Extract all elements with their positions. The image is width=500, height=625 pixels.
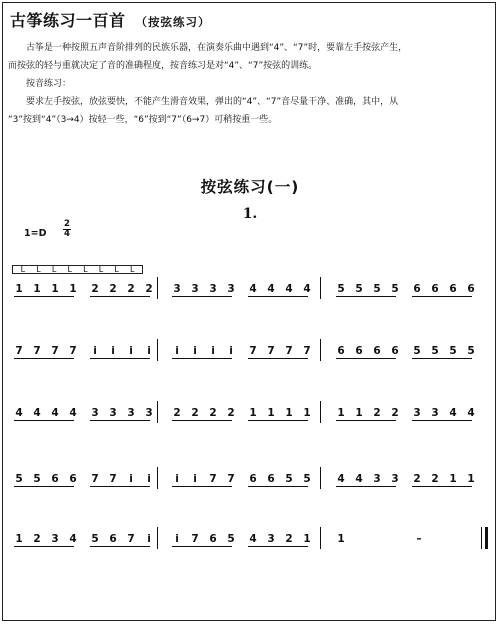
note: i bbox=[111, 345, 115, 357]
note: 1 bbox=[69, 283, 77, 295]
beat-group bbox=[336, 345, 399, 365]
note: 6 bbox=[267, 473, 275, 485]
note: i bbox=[175, 473, 179, 485]
note: 3 bbox=[373, 473, 381, 485]
barline bbox=[320, 277, 321, 299]
exercise-number: 1. bbox=[242, 206, 258, 222]
technique-mark: L bbox=[67, 265, 72, 274]
subtitle-text: （按弦练习） bbox=[135, 15, 211, 29]
note: 5 bbox=[449, 345, 457, 357]
barline bbox=[320, 467, 321, 489]
beam-underline bbox=[248, 420, 308, 421]
barline bbox=[157, 467, 158, 489]
barline bbox=[157, 277, 158, 299]
beat-group bbox=[90, 407, 153, 427]
note: 6 bbox=[431, 283, 439, 295]
beat-group bbox=[412, 345, 475, 365]
note: 6 bbox=[51, 473, 59, 485]
note: 1 bbox=[337, 407, 345, 419]
note: 1 bbox=[303, 407, 311, 419]
note: i bbox=[147, 345, 151, 357]
beam-underline bbox=[90, 486, 150, 487]
beam-underline bbox=[172, 358, 232, 359]
note: 6 bbox=[373, 345, 381, 357]
note: 7 bbox=[227, 473, 235, 485]
beat-group bbox=[14, 283, 77, 303]
note: 2 bbox=[227, 407, 235, 419]
note: 7 bbox=[285, 345, 293, 357]
beat-group bbox=[90, 473, 150, 493]
beat-group bbox=[172, 533, 235, 553]
barline bbox=[157, 527, 158, 549]
note: 3 bbox=[51, 533, 59, 545]
note: 5 bbox=[355, 283, 363, 295]
title-text: 古筝练习一百首 bbox=[10, 11, 126, 30]
barline bbox=[320, 527, 321, 549]
beat-group bbox=[336, 533, 348, 553]
note: 6 bbox=[391, 345, 399, 357]
beam-underline bbox=[172, 546, 232, 547]
note: i bbox=[129, 345, 133, 357]
note: 4 bbox=[467, 407, 475, 419]
barline bbox=[320, 401, 321, 423]
intro-line-2: 而按弦的轻与重就决定了音的准确程度，按音练习是对“4”、“7”按弦的训练。 bbox=[8, 61, 318, 71]
note: 1 bbox=[51, 283, 59, 295]
note: 1 bbox=[467, 473, 475, 485]
note: 6 bbox=[69, 473, 77, 485]
note: i bbox=[193, 345, 197, 357]
note: 2 bbox=[209, 407, 217, 419]
score-row bbox=[0, 283, 500, 313]
note: 7 bbox=[303, 345, 311, 357]
note: 7 bbox=[109, 473, 117, 485]
technique-mark: L bbox=[51, 265, 57, 274]
note: i bbox=[129, 473, 133, 485]
note: 7 bbox=[91, 473, 99, 485]
note: 1 bbox=[303, 533, 311, 545]
note: 4 bbox=[355, 473, 363, 485]
note: 4 bbox=[33, 407, 41, 419]
note: 2 bbox=[391, 407, 399, 419]
note: 7 bbox=[15, 345, 23, 357]
note: 3 bbox=[191, 283, 199, 295]
beam-underline bbox=[412, 420, 472, 421]
note: 3 bbox=[145, 407, 153, 419]
beam-underline bbox=[14, 358, 74, 359]
note: 5 bbox=[285, 473, 293, 485]
beat-group bbox=[172, 473, 235, 493]
beam-underline bbox=[172, 486, 232, 487]
note: 7 bbox=[249, 345, 257, 357]
final-barline-thick bbox=[485, 527, 488, 549]
beam-underline bbox=[336, 358, 396, 359]
intro-line-3: 要求左手按弦，放弦要快，不能产生滑音效果，弹出的“4”、“7”音尽量干净、准确，其中，从 bbox=[26, 97, 399, 107]
note: 6 bbox=[413, 283, 421, 295]
beat-group bbox=[412, 283, 475, 303]
beam-underline bbox=[248, 546, 308, 547]
technique-marks-box bbox=[12, 265, 143, 274]
beat-group bbox=[14, 533, 77, 553]
note: 7 bbox=[51, 345, 59, 357]
note: 5 bbox=[33, 473, 41, 485]
note: 5 bbox=[413, 345, 421, 357]
beat-group bbox=[14, 345, 77, 365]
beam-underline bbox=[90, 420, 150, 421]
beat-group bbox=[172, 345, 232, 365]
key-signature: 1=D bbox=[24, 228, 47, 239]
note: 3 bbox=[173, 283, 181, 295]
note: 4 bbox=[249, 533, 257, 545]
note: 7 bbox=[127, 533, 135, 545]
beat-group bbox=[90, 283, 153, 303]
score-row bbox=[0, 407, 500, 437]
note: 5 bbox=[431, 345, 439, 357]
beam-underline bbox=[172, 420, 232, 421]
technique-mark: L bbox=[129, 265, 135, 274]
beat-group bbox=[336, 283, 399, 303]
note: 2 bbox=[109, 283, 117, 295]
beat-group bbox=[412, 407, 475, 427]
note: 4 bbox=[15, 407, 23, 419]
section-title: 按弦练习(一) bbox=[200, 178, 300, 196]
note: 4 bbox=[69, 533, 77, 545]
beat-group bbox=[248, 407, 311, 427]
note: 4 bbox=[267, 283, 275, 295]
note: 2 bbox=[413, 473, 421, 485]
beat-group bbox=[412, 473, 475, 493]
score-row bbox=[0, 473, 500, 503]
note: i bbox=[211, 345, 215, 357]
barline bbox=[320, 339, 321, 361]
note: 2 bbox=[33, 533, 41, 545]
time-signature bbox=[62, 220, 72, 239]
beat-group bbox=[14, 473, 77, 493]
note: 2 bbox=[191, 407, 199, 419]
note: 3 bbox=[391, 473, 399, 485]
technique-mark: L bbox=[98, 265, 104, 274]
technique-mark: L bbox=[83, 265, 88, 274]
note: 5 bbox=[467, 345, 475, 357]
note: 7 bbox=[191, 533, 199, 545]
note: 3 bbox=[127, 407, 135, 419]
beam-underline bbox=[336, 420, 396, 421]
note: 2 bbox=[145, 283, 153, 295]
beam-underline bbox=[14, 296, 74, 297]
beat-group bbox=[14, 407, 77, 427]
beam-underline bbox=[412, 486, 472, 487]
note: 5 bbox=[227, 533, 235, 545]
note: 4 bbox=[285, 283, 293, 295]
note: 1 bbox=[449, 473, 457, 485]
score-row bbox=[0, 345, 500, 375]
note: 2 bbox=[91, 283, 99, 295]
note: i bbox=[93, 345, 97, 357]
beat-group bbox=[414, 533, 426, 553]
note: i bbox=[175, 533, 179, 545]
note: 2 bbox=[127, 283, 135, 295]
note: 1 bbox=[15, 283, 23, 295]
beam-underline bbox=[336, 296, 396, 297]
note: 1 bbox=[355, 407, 363, 419]
beam-underline bbox=[412, 358, 472, 359]
note: 6 bbox=[355, 345, 363, 357]
beam-underline bbox=[336, 486, 396, 487]
beat-group bbox=[336, 407, 399, 427]
technique-mark: L bbox=[36, 265, 41, 274]
note: – bbox=[416, 533, 422, 545]
note: 1 bbox=[285, 407, 293, 419]
note: 5 bbox=[91, 533, 99, 545]
note: 3 bbox=[227, 283, 235, 295]
note: i bbox=[147, 533, 151, 545]
intro-line-1: 古筝是一种按照五声音阶排列的民族乐器，在演奏乐曲中遇到“4”、“7”时，要靠左手按弦产生， bbox=[26, 43, 408, 53]
note: 4 bbox=[69, 407, 77, 419]
beam-underline bbox=[90, 296, 150, 297]
note: 6 bbox=[109, 533, 117, 545]
technique-mark: L bbox=[20, 265, 26, 274]
intro-heading: 按音练习： bbox=[26, 79, 72, 89]
beam-underline bbox=[14, 546, 74, 547]
note: 1 bbox=[33, 283, 41, 295]
note: 4 bbox=[449, 407, 457, 419]
note: i bbox=[147, 473, 151, 485]
beam-underline bbox=[172, 296, 232, 297]
note: 2 bbox=[373, 407, 381, 419]
barline bbox=[157, 401, 158, 423]
note: 3 bbox=[431, 407, 439, 419]
note: 7 bbox=[33, 345, 41, 357]
note: 6 bbox=[467, 283, 475, 295]
beat-group bbox=[90, 345, 150, 365]
note: i bbox=[229, 345, 233, 357]
note: 3 bbox=[109, 407, 117, 419]
note: 5 bbox=[15, 473, 23, 485]
note: 3 bbox=[209, 283, 217, 295]
note: 1 bbox=[337, 533, 345, 545]
score-row bbox=[0, 533, 500, 563]
note: 1 bbox=[249, 407, 257, 419]
beam-underline bbox=[14, 420, 74, 421]
beat-group bbox=[336, 473, 399, 493]
beam-underline bbox=[90, 358, 150, 359]
final-barline-thin bbox=[481, 527, 482, 549]
note: 4 bbox=[337, 473, 345, 485]
note: 3 bbox=[413, 407, 421, 419]
note: 6 bbox=[337, 345, 345, 357]
beat-group bbox=[248, 473, 311, 493]
note: i bbox=[175, 345, 179, 357]
beam-underline bbox=[248, 486, 308, 487]
beam-underline bbox=[248, 358, 308, 359]
note: 3 bbox=[267, 533, 275, 545]
note: 6 bbox=[209, 533, 217, 545]
beat-group bbox=[90, 533, 150, 553]
beam-underline bbox=[90, 546, 150, 547]
note: i bbox=[193, 473, 197, 485]
beat-group bbox=[248, 345, 311, 365]
note: 1 bbox=[267, 407, 275, 419]
note: 7 bbox=[209, 473, 217, 485]
page-title bbox=[10, 8, 211, 31]
note: 2 bbox=[173, 407, 181, 419]
technique-mark: L bbox=[114, 265, 119, 274]
note: 6 bbox=[449, 283, 457, 295]
beam-underline bbox=[412, 296, 472, 297]
note: 3 bbox=[91, 407, 99, 419]
beat-group bbox=[172, 407, 235, 427]
note: 5 bbox=[391, 283, 399, 295]
beam-underline bbox=[14, 486, 74, 487]
beat-group bbox=[248, 533, 311, 553]
time-signature-bottom: 4 bbox=[64, 229, 70, 239]
barline bbox=[157, 339, 158, 361]
note: 4 bbox=[249, 283, 257, 295]
time-signature-top: 2 bbox=[64, 219, 70, 229]
note: 6 bbox=[249, 473, 257, 485]
note: 5 bbox=[373, 283, 381, 295]
note: 7 bbox=[267, 345, 275, 357]
note: 1 bbox=[15, 533, 23, 545]
note: 5 bbox=[337, 283, 345, 295]
beat-group bbox=[248, 283, 311, 303]
note: 5 bbox=[303, 473, 311, 485]
intro-line-4: “3”按到“4”（3→4）按轻一些，“6”按到“7”（6→7）可稍按重一些。 bbox=[8, 115, 278, 125]
note: 4 bbox=[51, 407, 59, 419]
note: 4 bbox=[303, 283, 311, 295]
note: 7 bbox=[69, 345, 77, 357]
beat-group bbox=[172, 283, 235, 303]
note: 2 bbox=[285, 533, 293, 545]
beam-underline bbox=[248, 296, 308, 297]
note: 2 bbox=[431, 473, 439, 485]
